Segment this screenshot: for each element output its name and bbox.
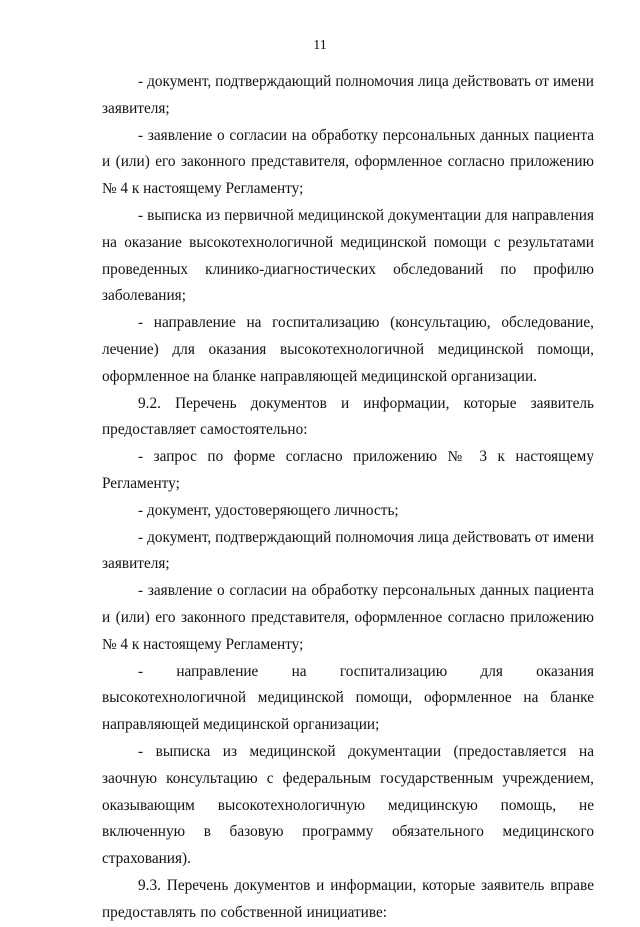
paragraph-hospitalization-referral-2: - направление на госпитализацию для оказания высокотехнологичной медицинской помощи, оформленное на бланке направляющей медицинской организации; — [102, 662, 594, 734]
paragraph-authority-document-2: - документ, подтверждающий полномочия лица действовать от имени заявителя; — [102, 528, 594, 573]
paragraph-hospitalization-referral: - направление на госпитализацию (консультацию, обследование, лечение) для оказания высокотехнологичной медицинской помощи, оформленное на бланке направляющей медицинской организации. — [102, 314, 594, 385]
paragraph-consent-statement-2: - заявление о согласии на обработку персональных данных пациента и (или) его законного представителя, оформленное согласно приложению № 4 к настоящему Регламенту; — [102, 582, 594, 653]
paragraph-consent-statement: - заявление о согласии на обработку персональных данных пациента и (или) его законного представителя, оформленное согласно приложению № 4 к настоящему Регламенту; — [102, 126, 594, 198]
paragraph-authority-document: - документ, подтверждающий полномочия лица действовать от имени заявителя; — [102, 73, 594, 117]
paragraph-section-9-3: 9.3. Перечень документов и информации, которые заявитель вправе предоставлять по собственной инициативе: — [102, 876, 594, 921]
paragraph-identity-document: - документ, удостоверяющего личность; — [138, 501, 399, 519]
paragraph-request-form: - запрос по форме согласно приложению № 3 к настоящему Регламенту; — [102, 448, 594, 492]
paragraph-medical-extract: - выписка из первичной медицинской документации для направления на оказание высокотехнологичной медицинской помощи с результатами проведенных клинико-диагностических обследований по профилю заболевания; — [102, 206, 594, 305]
page-number: 11 — [313, 38, 327, 53]
paragraph-section-9-2: 9.2. Перечень документов и информации, которые заявитель предоставляет самостоятельно: — [102, 394, 594, 439]
document-body — [102, 69, 594, 927]
paragraph-medical-extract-2: - выписка из медицинской документации (предоставляется на заочную консультацию с федеральным государственным учреждением, оказывающим высокотехнологичную медицинскую помощь, не включенную в базовую программу обязательного медицинского страхования). — [102, 742, 594, 868]
